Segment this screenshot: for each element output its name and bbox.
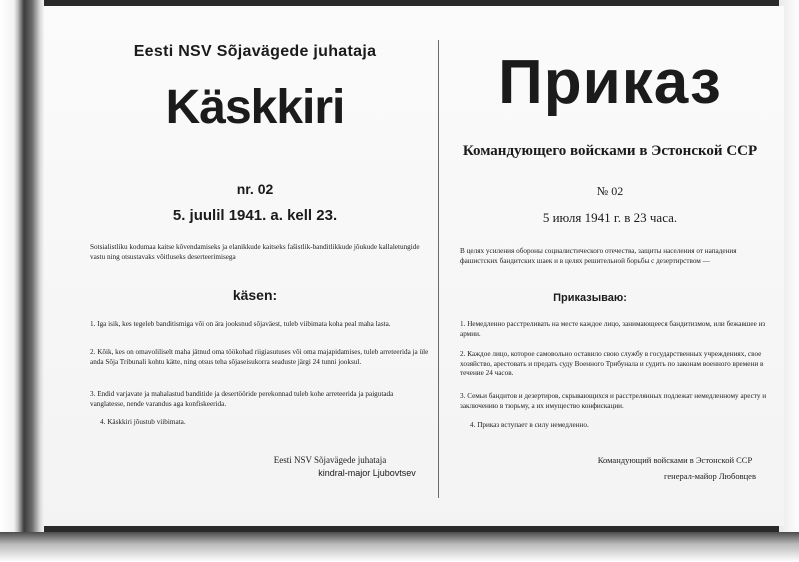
russian-number: № 02 <box>596 184 624 198</box>
russian-order-word: Приказываю: <box>553 292 627 304</box>
russian-signature-name: генерал-майор Любовцев <box>664 471 756 481</box>
estonian-item-4: 4. Käskkiri jõustub viibimata. <box>100 418 186 426</box>
russian-date: 5 июля 1941 г. в 23 часа. <box>542 210 678 225</box>
russian-item-3: 3. Семьи бандитов и дезертиров, скрывающихся и расстрелянных подлежат немедленному аресту и заключению в тюрьму, а их имущество конфискации. <box>460 392 767 410</box>
estonian-signature-name: kindral-major Ljubovtsev <box>318 468 416 478</box>
estonian-item-3: 3. Endid varjavate ja mahalastud banditide ja desertööride perekonnad tuleb kohe arreteerida ja paigutada vanglatesse, nende varandus aga konfiskeerida. <box>90 390 394 408</box>
estonian-authority: Eesti NSV Sõjavägede juhataja <box>133 43 377 60</box>
russian-item-4: 4. Приказ вступает в силу немедленно. <box>470 421 589 429</box>
poster-bottom-edge <box>0 532 799 562</box>
estonian-preamble: Sotsialistliku kodumaa kaitse kõvendamiseks ja elanikkude kaitseks fašistlik-banditlikkude jõukude kallaletungide vastu ning otsustavaks võitluseks deserteerimisega <box>90 243 420 261</box>
russian-item-1: 1. Немедленно расстреливать на месте каждое лицо, занимающееся бандитизмом, или бежавшее из армии. <box>460 320 766 338</box>
estonian-date: 5. juulil 1941. a. kell 23. <box>172 207 338 224</box>
estonian-number: nr. 02 <box>236 181 274 197</box>
russian-preamble: В целях усиления обороны социалистического отечества, защиты населения от нападения фашистских бандитских шаек и в целях решительной борьбы с дезертирством — <box>460 247 737 265</box>
russian-signature-title: Командующий войсками в Эстонской ССР <box>597 455 753 465</box>
russian-authority: Командующего войсками в Эстонской ССР <box>462 143 758 159</box>
russian-title: Приказ <box>498 48 722 117</box>
estonian-item-2: 2. Kõik, kes on omavoliliselt maha jätnud oma töökohad riigiasutuses või oma majapidamises, tuleb arreteerida ja üle anda Sõja Tribunali kohtu kätte, ning otsus teha sõjaseisukorra seaduste järgi 24 tunni jooksul. <box>90 348 429 366</box>
estonian-title: Käskkiri <box>165 81 345 134</box>
estonian-order-word: käsen: <box>232 287 278 303</box>
estonian-signature-title: Eesti NSV Sõjavägede juhataja <box>273 455 387 465</box>
estonian-item-1: 1. Iga isik, kes tegeleb banditismiga või on ära jooksnud sõjaväest, tuleb viibimata koha peal maha lasta. <box>90 320 391 328</box>
column-divider <box>438 40 439 498</box>
russian-item-2: 2. Каждое лицо, которое самовольно оставило свою службу в государственных учреждениях, свое хозяйство, арестовать и предать суду Военного Трибунала и судить по законам военного времени в течение 24 часов. <box>460 350 764 378</box>
poster-left-edge <box>0 0 44 562</box>
